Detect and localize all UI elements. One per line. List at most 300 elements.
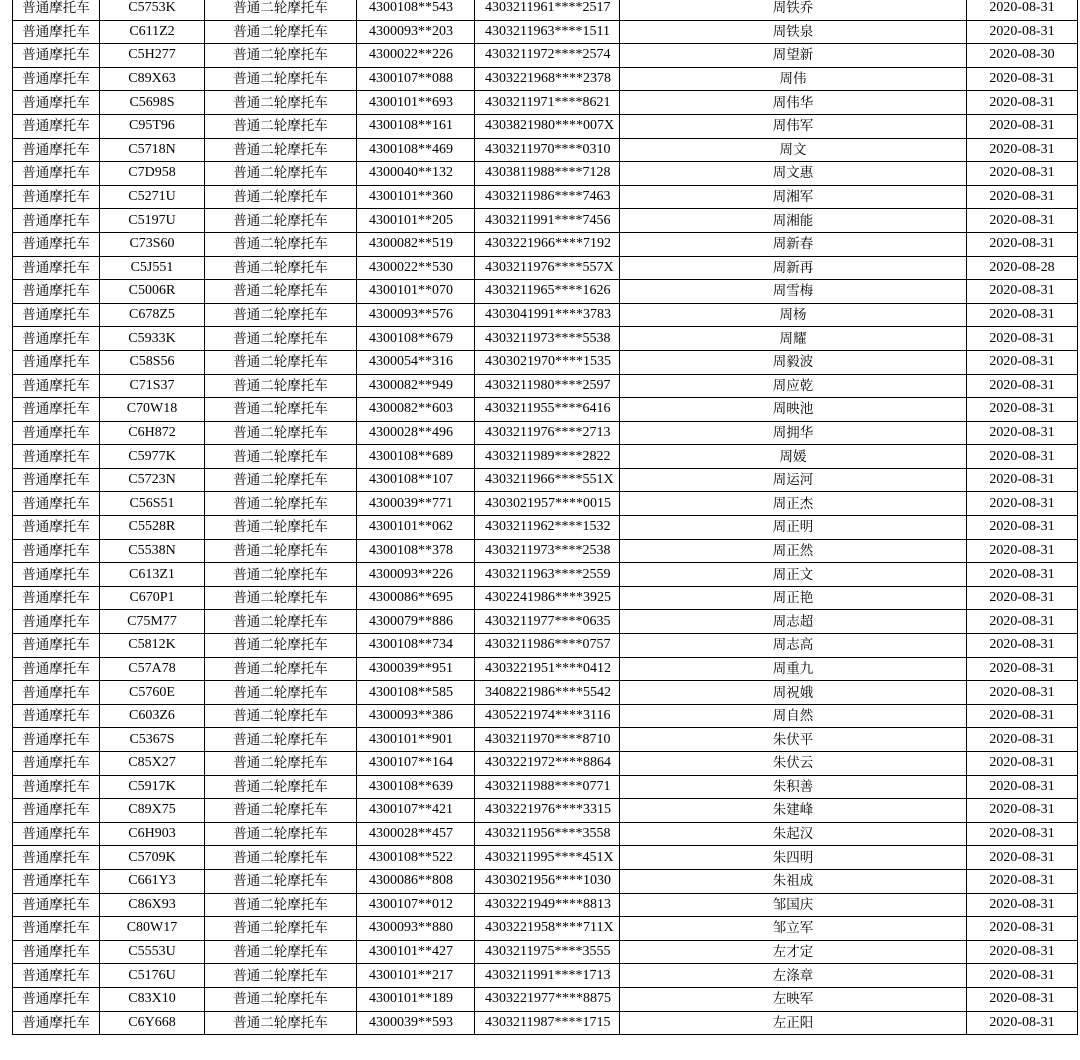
vehicle-type-cell: 普通摩托车 <box>13 445 100 469</box>
plate-number-cell: C5H277 <box>100 44 205 68</box>
owner-name-cell: 周正杰 <box>620 492 967 516</box>
license-number-cell: 4300108**689 <box>357 445 475 469</box>
license-class-cell: 普通二轮摩托车 <box>205 468 357 492</box>
plate-number-cell: C95T96 <box>100 114 205 138</box>
plate-number-cell: C86X93 <box>100 893 205 917</box>
id-number-cell: 4303211991****1713 <box>475 964 620 988</box>
plate-number-cell: C58S56 <box>100 350 205 374</box>
license-number-cell: 4300107**421 <box>357 799 475 823</box>
id-number-cell: 4303211966****551X <box>475 468 620 492</box>
id-number-cell: 4303211987****1715 <box>475 1011 620 1035</box>
table-row <box>13 704 1078 728</box>
vehicle-type-cell: 普通摩托车 <box>13 162 100 186</box>
records-body <box>13 0 1078 1035</box>
vehicle-type-cell: 普通摩托车 <box>13 869 100 893</box>
id-number-cell: 4303211973****2538 <box>475 539 620 563</box>
plate-number-cell: C6H872 <box>100 421 205 445</box>
id-number-cell: 3408221986****5542 <box>475 681 620 705</box>
vehicle-type-cell: 普通摩托车 <box>13 138 100 162</box>
license-number-cell: 4300108**469 <box>357 138 475 162</box>
date-cell: 2020-08-31 <box>967 869 1078 893</box>
license-class-cell: 普通二轮摩托车 <box>205 256 357 280</box>
table-row <box>13 138 1078 162</box>
date-cell: 2020-08-31 <box>967 303 1078 327</box>
owner-name-cell: 周毅波 <box>620 350 967 374</box>
license-class-cell: 普通二轮摩托车 <box>205 657 357 681</box>
license-class-cell: 普通二轮摩托车 <box>205 421 357 445</box>
owner-name-cell: 周耀 <box>620 327 967 351</box>
date-cell: 2020-08-31 <box>967 162 1078 186</box>
license-number-cell: 4300101**070 <box>357 280 475 304</box>
vehicle-type-cell: 普通摩托车 <box>13 846 100 870</box>
license-class-cell: 普通二轮摩托车 <box>205 138 357 162</box>
date-cell: 2020-08-31 <box>967 634 1078 658</box>
id-number-cell: 4303211986****0757 <box>475 634 620 658</box>
date-cell: 2020-08-31 <box>967 516 1078 540</box>
table-row <box>13 20 1078 44</box>
license-number-cell: 4300022**226 <box>357 44 475 68</box>
owner-name-cell: 周湘能 <box>620 209 967 233</box>
license-class-cell: 普通二轮摩托车 <box>205 445 357 469</box>
plate-number-cell: C83X10 <box>100 987 205 1011</box>
vehicle-type-cell: 普通摩托车 <box>13 1011 100 1035</box>
owner-name-cell: 周媛 <box>620 445 967 469</box>
owner-name-cell: 周伟 <box>620 67 967 91</box>
license-number-cell: 4300101**901 <box>357 728 475 752</box>
id-number-cell: 4303211986****7463 <box>475 185 620 209</box>
vehicle-type-cell: 普通摩托车 <box>13 327 100 351</box>
vehicle-type-cell: 普通摩托车 <box>13 681 100 705</box>
plate-number-cell: C5197U <box>100 209 205 233</box>
plate-number-cell: C5J551 <box>100 256 205 280</box>
license-class-cell: 普通二轮摩托车 <box>205 822 357 846</box>
plate-number-cell: C89X75 <box>100 799 205 823</box>
vehicle-type-cell: 普通摩托车 <box>13 468 100 492</box>
vehicle-type-cell: 普通摩托车 <box>13 114 100 138</box>
date-cell: 2020-08-31 <box>967 586 1078 610</box>
plate-number-cell: C80W17 <box>100 917 205 941</box>
license-class-cell: 普通二轮摩托车 <box>205 67 357 91</box>
owner-name-cell: 周杨 <box>620 303 967 327</box>
owner-name-cell: 周正艳 <box>620 586 967 610</box>
plate-number-cell: C5718N <box>100 138 205 162</box>
date-cell: 2020-08-31 <box>967 67 1078 91</box>
license-class-cell: 普通二轮摩托车 <box>205 704 357 728</box>
id-number-cell: 4303211972****2574 <box>475 44 620 68</box>
id-number-cell: 4303041991****3783 <box>475 303 620 327</box>
owner-name-cell: 邹国庆 <box>620 893 967 917</box>
license-class-cell: 普通二轮摩托车 <box>205 846 357 870</box>
table-row <box>13 468 1078 492</box>
vehicle-type-cell: 普通摩托车 <box>13 940 100 964</box>
date-cell: 2020-08-31 <box>967 138 1078 162</box>
license-number-cell: 4300101**693 <box>357 91 475 115</box>
vehicle-type-cell: 普通摩托车 <box>13 516 100 540</box>
license-class-cell: 普通二轮摩托车 <box>205 799 357 823</box>
id-number-cell: 4303211970****0310 <box>475 138 620 162</box>
license-number-cell: 4300093**226 <box>357 563 475 587</box>
license-class-cell: 普通二轮摩托车 <box>205 728 357 752</box>
id-number-cell: 4303021956****1030 <box>475 869 620 893</box>
license-number-cell: 4300086**695 <box>357 586 475 610</box>
date-cell: 2020-08-31 <box>967 940 1078 964</box>
owner-name-cell: 周映池 <box>620 398 967 422</box>
id-number-cell: 4303211977****0635 <box>475 610 620 634</box>
table-row <box>13 303 1078 327</box>
date-cell: 2020-08-31 <box>967 987 1078 1011</box>
license-number-cell: 4300039**951 <box>357 657 475 681</box>
owner-name-cell: 周重九 <box>620 657 967 681</box>
plate-number-cell: C613Z1 <box>100 563 205 587</box>
date-cell: 2020-08-31 <box>967 728 1078 752</box>
vehicle-type-cell: 普通摩托车 <box>13 634 100 658</box>
vehicle-type-cell: 普通摩托车 <box>13 0 100 20</box>
plate-number-cell: C89X63 <box>100 67 205 91</box>
license-class-cell: 普通二轮摩托车 <box>205 610 357 634</box>
vehicle-type-cell: 普通摩托车 <box>13 20 100 44</box>
license-class-cell: 普通二轮摩托车 <box>205 91 357 115</box>
date-cell: 2020-08-31 <box>967 1011 1078 1035</box>
id-number-cell: 4303211988****0771 <box>475 775 620 799</box>
license-number-cell: 4300028**496 <box>357 421 475 445</box>
id-number-cell: 4303021957****0015 <box>475 492 620 516</box>
license-class-cell: 普通二轮摩托车 <box>205 634 357 658</box>
table-row <box>13 586 1078 610</box>
owner-name-cell: 周文惠 <box>620 162 967 186</box>
plate-number-cell: C57A78 <box>100 657 205 681</box>
date-cell: 2020-08-28 <box>967 256 1078 280</box>
license-class-cell: 普通二轮摩托车 <box>205 44 357 68</box>
table-row <box>13 869 1078 893</box>
owner-name-cell: 周正然 <box>620 539 967 563</box>
license-number-cell: 4300107**088 <box>357 67 475 91</box>
id-number-cell: 4303221966****7192 <box>475 232 620 256</box>
table-row <box>13 822 1078 846</box>
date-cell: 2020-08-31 <box>967 681 1078 705</box>
license-number-cell: 4300108**679 <box>357 327 475 351</box>
license-number-cell: 4300108**639 <box>357 775 475 799</box>
id-number-cell: 4303211995****451X <box>475 846 620 870</box>
table-row <box>13 421 1078 445</box>
license-class-cell: 普通二轮摩托车 <box>205 374 357 398</box>
id-number-cell: 4303211970****8710 <box>475 728 620 752</box>
license-number-cell: 4300101**205 <box>357 209 475 233</box>
date-cell: 2020-08-31 <box>967 280 1078 304</box>
table-row <box>13 162 1078 186</box>
owner-name-cell: 周新再 <box>620 256 967 280</box>
license-class-cell: 普通二轮摩托车 <box>205 987 357 1011</box>
license-number-cell: 4300108**734 <box>357 634 475 658</box>
plate-number-cell: C71S37 <box>100 374 205 398</box>
owner-name-cell: 朱四明 <box>620 846 967 870</box>
table-row <box>13 185 1078 209</box>
vehicle-type-cell: 普通摩托车 <box>13 67 100 91</box>
date-cell: 2020-08-31 <box>967 822 1078 846</box>
license-number-cell: 4300108**522 <box>357 846 475 870</box>
date-cell: 2020-08-31 <box>967 374 1078 398</box>
table-row <box>13 280 1078 304</box>
vehicle-type-cell: 普通摩托车 <box>13 232 100 256</box>
records-table <box>12 0 1078 1035</box>
license-number-cell: 4300093**576 <box>357 303 475 327</box>
license-number-cell: 4300093**203 <box>357 20 475 44</box>
plate-number-cell: C5698S <box>100 91 205 115</box>
plate-number-cell: C661Y3 <box>100 869 205 893</box>
id-number-cell: 4303211976****2713 <box>475 421 620 445</box>
license-number-cell: 4300028**457 <box>357 822 475 846</box>
owner-name-cell: 邹立军 <box>620 917 967 941</box>
license-class-cell: 普通二轮摩托车 <box>205 917 357 941</box>
date-cell: 2020-08-31 <box>967 114 1078 138</box>
plate-number-cell: C56S51 <box>100 492 205 516</box>
license-number-cell: 4300107**164 <box>357 752 475 776</box>
table-row <box>13 563 1078 587</box>
owner-name-cell: 周正文 <box>620 563 967 587</box>
table-row <box>13 728 1078 752</box>
table-row <box>13 232 1078 256</box>
owner-name-cell: 周湘军 <box>620 185 967 209</box>
license-class-cell: 普通二轮摩托车 <box>205 303 357 327</box>
plate-number-cell: C5917K <box>100 775 205 799</box>
license-number-cell: 4300101**360 <box>357 185 475 209</box>
date-cell: 2020-08-31 <box>967 846 1078 870</box>
license-number-cell: 4300093**386 <box>357 704 475 728</box>
plate-number-cell: C5538N <box>100 539 205 563</box>
owner-name-cell: 朱建峰 <box>620 799 967 823</box>
table-row <box>13 610 1078 634</box>
table-row <box>13 539 1078 563</box>
id-number-cell: 4303211956****3558 <box>475 822 620 846</box>
owner-name-cell: 朱起汉 <box>620 822 967 846</box>
date-cell: 2020-08-31 <box>967 539 1078 563</box>
table-row <box>13 67 1078 91</box>
owner-name-cell: 左映军 <box>620 987 967 1011</box>
date-cell: 2020-08-31 <box>967 657 1078 681</box>
vehicle-type-cell: 普通摩托车 <box>13 303 100 327</box>
plate-number-cell: C7D958 <box>100 162 205 186</box>
id-number-cell: 4303221972****8864 <box>475 752 620 776</box>
plate-number-cell: C5977K <box>100 445 205 469</box>
license-class-cell: 普通二轮摩托车 <box>205 0 357 20</box>
id-number-cell: 4303211971****8621 <box>475 91 620 115</box>
table-row <box>13 91 1078 115</box>
license-number-cell: 4300101**062 <box>357 516 475 540</box>
vehicle-type-cell: 普通摩托车 <box>13 256 100 280</box>
plate-number-cell: C678Z5 <box>100 303 205 327</box>
table-row <box>13 492 1078 516</box>
license-class-cell: 普通二轮摩托车 <box>205 162 357 186</box>
id-number-cell: 4303221958****711X <box>475 917 620 941</box>
license-class-cell: 普通二轮摩托车 <box>205 563 357 587</box>
date-cell: 2020-08-31 <box>967 610 1078 634</box>
date-cell: 2020-08-30 <box>967 44 1078 68</box>
date-cell: 2020-08-31 <box>967 468 1078 492</box>
date-cell: 2020-08-31 <box>967 20 1078 44</box>
license-class-cell: 普通二轮摩托车 <box>205 681 357 705</box>
vehicle-type-cell: 普通摩托车 <box>13 539 100 563</box>
table-row <box>13 350 1078 374</box>
plate-number-cell: C611Z2 <box>100 20 205 44</box>
vehicle-type-cell: 普通摩托车 <box>13 822 100 846</box>
owner-name-cell: 周新春 <box>620 232 967 256</box>
date-cell: 2020-08-31 <box>967 563 1078 587</box>
license-class-cell: 普通二轮摩托车 <box>205 232 357 256</box>
license-class-cell: 普通二轮摩托车 <box>205 964 357 988</box>
date-cell: 2020-08-31 <box>967 492 1078 516</box>
vehicle-type-cell: 普通摩托车 <box>13 752 100 776</box>
date-cell: 2020-08-31 <box>967 917 1078 941</box>
owner-name-cell: 左涤章 <box>620 964 967 988</box>
id-number-cell: 4302241986****3925 <box>475 586 620 610</box>
table-row <box>13 44 1078 68</box>
owner-name-cell: 周伟华 <box>620 91 967 115</box>
license-class-cell: 普通二轮摩托车 <box>205 586 357 610</box>
vehicle-type-cell: 普通摩托车 <box>13 799 100 823</box>
plate-number-cell: C5006R <box>100 280 205 304</box>
id-number-cell: 4303211975****3555 <box>475 940 620 964</box>
plate-number-cell: C75M77 <box>100 610 205 634</box>
owner-name-cell: 左才定 <box>620 940 967 964</box>
vehicle-type-cell: 普通摩托车 <box>13 610 100 634</box>
table-row <box>13 634 1078 658</box>
table-row <box>13 0 1078 20</box>
table-row <box>13 114 1078 138</box>
date-cell: 2020-08-31 <box>967 0 1078 20</box>
id-number-cell: 4303211965****1626 <box>475 280 620 304</box>
id-number-cell: 4303211991****7456 <box>475 209 620 233</box>
license-number-cell: 4300039**771 <box>357 492 475 516</box>
plate-number-cell: C5553U <box>100 940 205 964</box>
date-cell: 2020-08-31 <box>967 350 1078 374</box>
table-row <box>13 209 1078 233</box>
id-number-cell: 4303211989****2822 <box>475 445 620 469</box>
owner-name-cell: 周望新 <box>620 44 967 68</box>
id-number-cell: 4303211962****1532 <box>475 516 620 540</box>
license-class-cell: 普通二轮摩托车 <box>205 492 357 516</box>
owner-name-cell: 周雪梅 <box>620 280 967 304</box>
owner-name-cell: 左正阳 <box>620 1011 967 1035</box>
table-row <box>13 846 1078 870</box>
vehicle-type-cell: 普通摩托车 <box>13 280 100 304</box>
date-cell: 2020-08-31 <box>967 398 1078 422</box>
license-number-cell: 4300093**880 <box>357 917 475 941</box>
date-cell: 2020-08-31 <box>967 775 1078 799</box>
plate-number-cell: C5723N <box>100 468 205 492</box>
date-cell: 2020-08-31 <box>967 964 1078 988</box>
vehicle-type-cell: 普通摩托车 <box>13 563 100 587</box>
owner-name-cell: 周正明 <box>620 516 967 540</box>
table-row <box>13 1011 1078 1035</box>
id-number-cell: 4303021970****1535 <box>475 350 620 374</box>
id-number-cell: 4303211961****2517 <box>475 0 620 20</box>
license-number-cell: 4300040**132 <box>357 162 475 186</box>
license-number-cell: 4300101**217 <box>357 964 475 988</box>
license-class-cell: 普通二轮摩托车 <box>205 209 357 233</box>
table-row <box>13 893 1078 917</box>
owner-name-cell: 朱积善 <box>620 775 967 799</box>
license-number-cell: 4300108**161 <box>357 114 475 138</box>
license-class-cell: 普通二轮摩托车 <box>205 869 357 893</box>
license-number-cell: 4300039**593 <box>357 1011 475 1035</box>
id-number-cell: 4303211973****5538 <box>475 327 620 351</box>
license-number-cell: 4300079**886 <box>357 610 475 634</box>
license-class-cell: 普通二轮摩托车 <box>205 752 357 776</box>
vehicle-type-cell: 普通摩托车 <box>13 209 100 233</box>
vehicle-type-cell: 普通摩托车 <box>13 704 100 728</box>
license-class-cell: 普通二轮摩托车 <box>205 539 357 563</box>
owner-name-cell: 周铁乔 <box>620 0 967 20</box>
date-cell: 2020-08-31 <box>967 421 1078 445</box>
license-class-cell: 普通二轮摩托车 <box>205 114 357 138</box>
table-row <box>13 917 1078 941</box>
table-row <box>13 940 1078 964</box>
owner-name-cell: 周志高 <box>620 634 967 658</box>
table-row <box>13 374 1078 398</box>
license-number-cell: 4300086**808 <box>357 869 475 893</box>
license-class-cell: 普通二轮摩托车 <box>205 1011 357 1035</box>
plate-number-cell: C70W18 <box>100 398 205 422</box>
plate-number-cell: C6H903 <box>100 822 205 846</box>
date-cell: 2020-08-31 <box>967 704 1078 728</box>
id-number-cell: 4303211955****6416 <box>475 398 620 422</box>
plate-number-cell: C5709K <box>100 846 205 870</box>
plate-number-cell: C5753K <box>100 0 205 20</box>
table-row <box>13 752 1078 776</box>
license-number-cell: 4300022**530 <box>357 256 475 280</box>
license-number-cell: 4300101**427 <box>357 940 475 964</box>
license-number-cell: 4300082**603 <box>357 398 475 422</box>
license-number-cell: 4300108**585 <box>357 681 475 705</box>
vehicle-type-cell: 普通摩托车 <box>13 893 100 917</box>
owner-name-cell: 周运河 <box>620 468 967 492</box>
id-number-cell: 4303221977****8875 <box>475 987 620 1011</box>
vehicle-type-cell: 普通摩托车 <box>13 44 100 68</box>
license-number-cell: 4300101**189 <box>357 987 475 1011</box>
owner-name-cell: 朱伏平 <box>620 728 967 752</box>
plate-number-cell: C5528R <box>100 516 205 540</box>
id-number-cell: 4303221949****8813 <box>475 893 620 917</box>
table-row <box>13 398 1078 422</box>
id-number-cell: 4305221974****3116 <box>475 704 620 728</box>
plate-number-cell: C6Y668 <box>100 1011 205 1035</box>
date-cell: 2020-08-31 <box>967 327 1078 351</box>
table-row <box>13 681 1078 705</box>
date-cell: 2020-08-31 <box>967 91 1078 115</box>
license-class-cell: 普通二轮摩托车 <box>205 280 357 304</box>
license-number-cell: 4300082**949 <box>357 374 475 398</box>
vehicle-type-cell: 普通摩托车 <box>13 775 100 799</box>
license-class-cell: 普通二轮摩托车 <box>205 20 357 44</box>
license-class-cell: 普通二轮摩托车 <box>205 516 357 540</box>
owner-name-cell: 周拥华 <box>620 421 967 445</box>
license-class-cell: 普通二轮摩托车 <box>205 398 357 422</box>
plate-number-cell: C603Z6 <box>100 704 205 728</box>
plate-number-cell: C5760E <box>100 681 205 705</box>
license-class-cell: 普通二轮摩托车 <box>205 940 357 964</box>
license-number-cell: 4300082**519 <box>357 232 475 256</box>
license-number-cell: 4300108**378 <box>357 539 475 563</box>
date-cell: 2020-08-31 <box>967 445 1078 469</box>
plate-number-cell: C5812K <box>100 634 205 658</box>
license-number-cell: 4300108**107 <box>357 468 475 492</box>
date-cell: 2020-08-31 <box>967 185 1078 209</box>
id-number-cell: 4303221951****0412 <box>475 657 620 681</box>
license-number-cell: 4300108**543 <box>357 0 475 20</box>
table-row <box>13 657 1078 681</box>
owner-name-cell: 周伟军 <box>620 114 967 138</box>
plate-number-cell: C85X27 <box>100 752 205 776</box>
vehicle-type-cell: 普通摩托车 <box>13 374 100 398</box>
